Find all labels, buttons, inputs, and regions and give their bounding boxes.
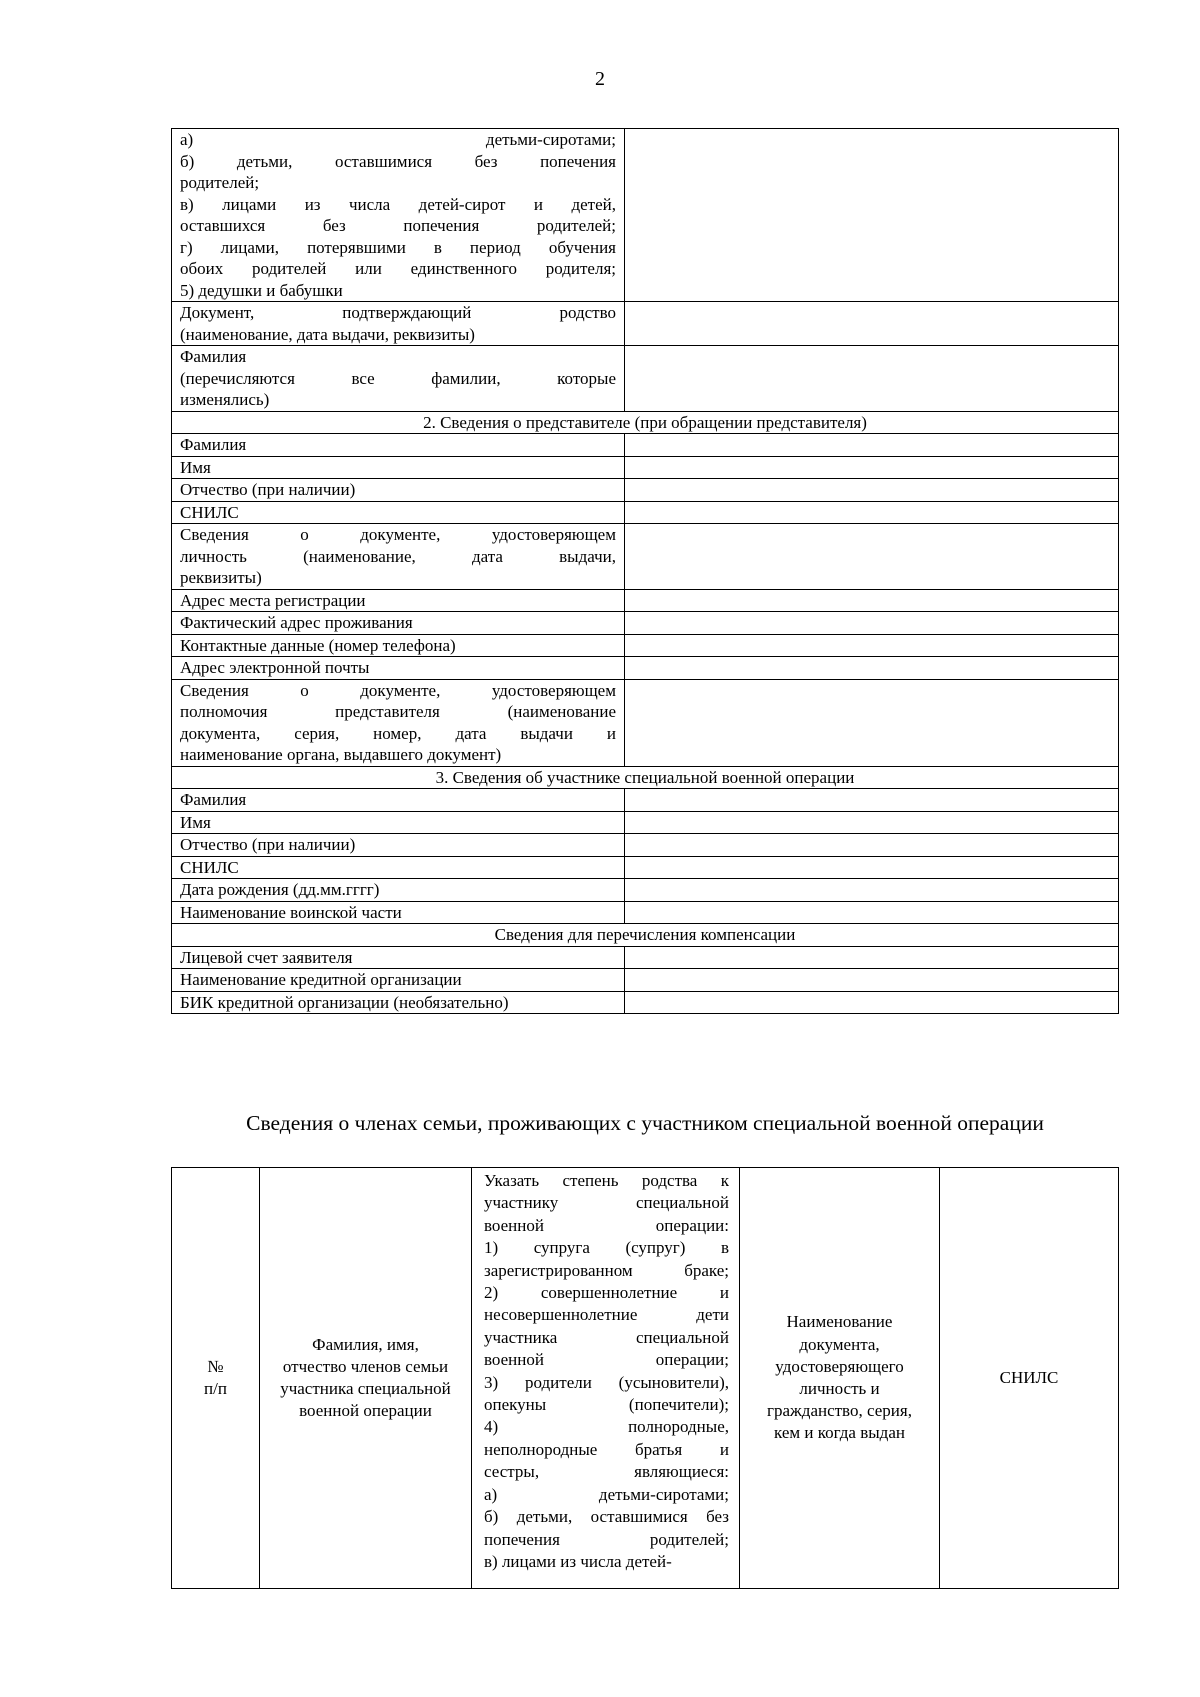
text-line: б) детьми, оставшимися без попечения: [180, 151, 616, 171]
col-number-header: [172, 1168, 260, 1589]
form-row: [172, 856, 1119, 879]
text-line: наименование органа, выдавшего документ): [180, 745, 502, 764]
field-label-cell: [172, 456, 625, 479]
text-line: 1) супруга (супруг) в: [484, 1238, 729, 1258]
field-label-cell: [172, 991, 625, 1014]
section-title: 3. Сведения об участнике специальной военной операции: [172, 766, 1119, 789]
text-line: Фамилия: [180, 347, 247, 366]
form-row: [172, 589, 1119, 612]
form-row: [172, 129, 1119, 302]
field-value-cell[interactable]: [625, 302, 1119, 346]
text-line: Отчество (при наличии): [180, 480, 356, 499]
form-row: [172, 834, 1119, 857]
field-label-cell: [172, 589, 625, 612]
text-line: зарегистрированном браке;: [484, 1260, 729, 1280]
field-value-cell[interactable]: [625, 589, 1119, 612]
field-label-cell: [172, 789, 625, 812]
text-line: Фактический адрес проживания: [180, 613, 413, 632]
text-line: несовершеннолетние дети: [484, 1305, 729, 1325]
text-line: документа, серия, номер, дата выдачи и: [180, 723, 616, 743]
field-label-cell: [172, 346, 625, 412]
text-line: Лицевой счет заявителя: [180, 947, 353, 967]
text-line: отчество членов семьи: [282, 1356, 449, 1376]
field-value-cell[interactable]: [625, 901, 1119, 924]
form-row: [172, 302, 1119, 346]
text-line: (перечисляются все фамилии, которые: [180, 368, 616, 388]
text-line: участника специальной: [484, 1327, 729, 1347]
field-value-cell[interactable]: [625, 834, 1119, 857]
text-line: Адрес электронной почты: [180, 658, 370, 677]
text-line: п/п: [204, 1379, 227, 1398]
text-line: Фамилия, имя,: [312, 1334, 419, 1354]
text-line: родителей;: [180, 173, 260, 192]
form-row: [172, 501, 1119, 524]
text-line: опекуны (попечители);: [484, 1395, 729, 1415]
text-line: документа,: [799, 1334, 880, 1354]
text-line: г) лицами, потерявшими в период обучения: [180, 237, 616, 257]
text-line: неполнородные братья и: [484, 1439, 729, 1459]
text-line: Имя: [180, 457, 211, 477]
col-relation-header: [472, 1168, 740, 1589]
form-row: [172, 969, 1119, 992]
text-line: полномочия представителя (наименование: [180, 702, 616, 721]
text-line: СНИЛС: [180, 502, 239, 522]
form-row: [172, 991, 1119, 1014]
text-line: Адрес места регистрации: [180, 590, 366, 610]
field-label-cell: [172, 969, 625, 992]
field-label-cell: [172, 679, 625, 766]
text-line: Сведения о документе, удостоверяющем: [180, 680, 616, 700]
col-document-header: [740, 1168, 940, 1589]
field-label-cell: [172, 634, 625, 657]
field-label-cell: [172, 612, 625, 635]
form-row: [172, 901, 1119, 924]
section-header-row: [172, 766, 1119, 789]
field-label-cell: [172, 501, 625, 524]
family-table-header-row: [172, 1168, 1119, 1589]
section-title: 2. Сведения о представителе (при обращении представителя): [172, 411, 1119, 434]
field-value-cell[interactable]: [625, 479, 1119, 502]
text-line: оставшихся без попечения родителей;: [180, 216, 616, 235]
field-value-cell[interactable]: [625, 879, 1119, 902]
text-line: 3) родители (усыновители),: [484, 1372, 729, 1392]
text-line: СНИЛС: [180, 857, 239, 877]
field-label-cell: [172, 901, 625, 924]
form-row: [172, 434, 1119, 457]
col-fullname-header: [260, 1168, 472, 1589]
field-label-cell: [172, 479, 625, 502]
text-line: а) детьми-сиротами;: [180, 130, 616, 149]
text-line: кем и когда выдан: [774, 1423, 905, 1443]
text-line: гражданство, серия,: [767, 1401, 912, 1421]
text-line: Указать степень родства к: [484, 1171, 729, 1190]
text-line: 5) дедушки и бабушки: [180, 280, 343, 300]
field-value-cell[interactable]: [625, 679, 1119, 766]
form-row: [172, 612, 1119, 635]
family-members-table: [171, 1167, 1119, 1589]
text-line: в) лицами из числа детей-: [484, 1551, 672, 1571]
text-line: 4) полнородные,: [484, 1417, 729, 1437]
field-label-cell: [172, 946, 625, 969]
text-line: Дата рождения (дд.мм.гггг): [180, 880, 380, 899]
text-line: Документ, подтверждающий родство: [180, 303, 616, 322]
field-value-cell[interactable]: [625, 346, 1119, 412]
field-value-cell[interactable]: [625, 634, 1119, 657]
field-value-cell[interactable]: [625, 969, 1119, 992]
text-line: Фамилия: [180, 790, 247, 809]
form-row: [172, 811, 1119, 834]
text-line: Сведения о документе, удостоверяющем: [180, 525, 616, 544]
form-row: [172, 679, 1119, 766]
text-line: участника специальной: [280, 1379, 451, 1398]
text-line: личность (наименование, дата выдачи,: [180, 546, 616, 566]
text-line: №: [207, 1356, 224, 1376]
field-label-cell: [172, 302, 625, 346]
text-line: изменялись): [180, 390, 270, 409]
field-label-cell: [172, 879, 625, 902]
text-line: Контактные данные (номер телефона): [180, 635, 456, 655]
field-value-cell[interactable]: [625, 129, 1119, 302]
text-line: удостоверяющего: [775, 1356, 904, 1376]
page-number: 2: [595, 68, 605, 90]
field-value-cell[interactable]: [625, 946, 1119, 969]
form-row: [172, 879, 1119, 902]
field-value-cell[interactable]: [625, 811, 1119, 834]
text-line: (наименование, дата выдачи, реквизиты): [180, 324, 475, 344]
field-label-cell: [172, 811, 625, 834]
form-row: [172, 634, 1119, 657]
text-line: Отчество (при наличии): [180, 835, 356, 854]
field-value-cell[interactable]: [625, 657, 1119, 680]
text-line: попечения родителей;: [484, 1529, 729, 1549]
text-line: военной операции:: [484, 1215, 729, 1235]
family-members-title: Сведения о членах семьи, проживающих с участником специальной военной операции: [246, 1111, 1044, 1135]
form-row: [172, 657, 1119, 680]
section-header-row: [172, 411, 1119, 434]
text-line: 2) совершеннолетние и: [484, 1283, 729, 1303]
field-label-cell: [172, 129, 625, 302]
text-line: военной операции: [299, 1401, 432, 1421]
form-row: [172, 346, 1119, 412]
field-label-cell: [172, 856, 625, 879]
field-value-cell[interactable]: [625, 612, 1119, 635]
text-line: Имя: [180, 812, 211, 832]
text-line: в) лицами из числа детей-сирот и детей,: [180, 194, 616, 214]
text-line: Наименование кредитной организации: [180, 970, 462, 989]
text-line: реквизиты): [180, 568, 262, 587]
text-line: СНИЛС: [999, 1367, 1059, 1387]
field-value-cell[interactable]: [625, 991, 1119, 1014]
text-line: участнику специальной: [484, 1193, 729, 1213]
text-line: а) детьми-сиротами;: [484, 1484, 729, 1504]
text-line: военной операции;: [484, 1350, 729, 1370]
field-value-cell[interactable]: [625, 434, 1119, 457]
form-row: [172, 479, 1119, 502]
section-header-row: [172, 924, 1119, 947]
form-row: [172, 524, 1119, 590]
text-line: обоих родителей или единственного родителя;: [180, 259, 616, 278]
form-row: [172, 946, 1119, 969]
application-form-table: [171, 128, 1119, 1014]
field-value-cell[interactable]: [625, 456, 1119, 479]
text-line: Наименование: [786, 1312, 893, 1332]
text-line: личность и: [799, 1379, 880, 1398]
field-label-cell: [172, 524, 625, 590]
text-line: Фамилия: [180, 435, 247, 454]
section-title: Сведения для перечисления компенсации: [172, 924, 1119, 947]
field-value-cell[interactable]: [625, 856, 1119, 879]
form-row: [172, 456, 1119, 479]
field-label-cell: [172, 834, 625, 857]
field-value-cell[interactable]: [625, 524, 1119, 590]
form-row: [172, 789, 1119, 812]
text-line: Наименование воинской части: [180, 902, 402, 922]
field-label-cell: [172, 434, 625, 457]
field-label-cell: [172, 657, 625, 680]
text-line: б) детьми, оставшимися без: [484, 1507, 729, 1527]
text-line: сестры, являющиеся:: [484, 1462, 729, 1482]
col-snils-header: [940, 1168, 1119, 1589]
field-value-cell[interactable]: [625, 501, 1119, 524]
field-value-cell[interactable]: [625, 789, 1119, 812]
text-line: БИК кредитной организации (необязательно): [180, 992, 509, 1012]
